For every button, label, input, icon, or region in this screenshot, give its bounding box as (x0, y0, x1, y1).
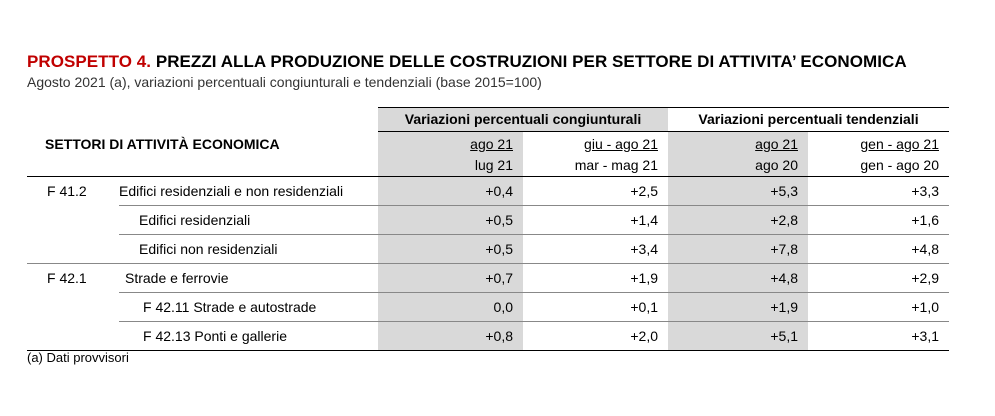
table-row (27, 293, 949, 322)
header-col3-bottom: ago 20 (755, 157, 798, 173)
table-row (27, 206, 949, 235)
cell-tend-ytd: +1,0 (911, 299, 939, 315)
cell-tend-month: +7,8 (770, 241, 798, 257)
cell-tend-month: +5,3 (770, 183, 798, 199)
cell-tend-ytd: +2,9 (911, 270, 939, 286)
table-title (27, 52, 907, 72)
cell-cong-month: +0,4 (485, 183, 513, 199)
cell-tend-ytd: +4,8 (911, 241, 939, 257)
cell-cong-month: +0,7 (485, 270, 513, 286)
row-code (27, 235, 107, 264)
cell-tend-month: +2,8 (770, 212, 798, 228)
header-row-groups (27, 107, 949, 132)
header-col1-bottom: lug 21 (474, 157, 513, 173)
header-col2 (523, 132, 668, 177)
header-col4 (808, 132, 949, 177)
header-col1-top: ago 21 (470, 136, 513, 152)
cell-cong-month: +0,8 (485, 328, 513, 344)
cell-tend-month: +5,1 (770, 328, 798, 344)
footnote: (a) Dati provvisori (27, 350, 129, 365)
row-label: Edifici residenziali e non residenziali (119, 183, 344, 199)
cell-tend-month: +4,8 (770, 270, 798, 286)
header-group-tend: Variazioni percentuali tendenziali (698, 111, 919, 127)
row-label: F 42.11 Strade e autostrade (143, 299, 317, 315)
table-number: PROSPETTO 4. (27, 52, 152, 71)
header-col4-top: gen - ago 21 (860, 136, 939, 152)
cell-cong-quarter: +2,5 (630, 183, 658, 199)
cell-cong-quarter: +3,4 (630, 241, 658, 257)
header-col1 (378, 132, 523, 177)
row-label: Edifici non residenziali (139, 241, 278, 257)
header-col3-top: ago 21 (755, 136, 798, 152)
row-code (27, 322, 107, 351)
cell-tend-ytd: +3,1 (911, 328, 939, 344)
row-label: Strade e ferrovie (125, 270, 229, 286)
table-row (27, 177, 949, 206)
cell-tend-ytd: +1,6 (911, 212, 939, 228)
cell-cong-quarter: +0,1 (630, 299, 658, 315)
cell-tend-ytd: +3,3 (911, 183, 939, 199)
cell-cong-month: +0,5 (485, 241, 513, 257)
table-title-text: PREZZI ALLA PRODUZIONE DELLE COSTRUZIONI PER SETTORE DI ATTIVITA’ ECONOMICA (151, 52, 907, 71)
data-table (27, 107, 949, 351)
row-label: Edifici residenziali (139, 212, 251, 228)
header-row-periods (27, 132, 949, 177)
cell-cong-quarter: +2,0 (630, 328, 658, 344)
cell-cong-month: 0,0 (493, 299, 513, 315)
cell-cong-quarter: +1,4 (630, 212, 658, 228)
header-col2-bottom: mar - mag 21 (574, 157, 658, 173)
row-code: F 41.2 (47, 183, 87, 199)
cell-cong-month: +0,5 (485, 212, 513, 228)
row-code (27, 206, 107, 235)
row-code: F 42.1 (47, 270, 87, 286)
header-col4-bottom: gen - ago 20 (860, 157, 939, 173)
table-body (27, 177, 949, 351)
table-row (27, 322, 949, 351)
header-group-cong: Variazioni percentuali congiunturali (404, 111, 642, 127)
cell-tend-month: +1,9 (770, 299, 798, 315)
table-row (27, 264, 949, 293)
header-col3 (668, 132, 808, 177)
table-row (27, 235, 949, 264)
row-code (27, 293, 107, 322)
row-label: F 42.13 Ponti e gallerie (143, 328, 287, 344)
header-sector: SETTORI DI ATTIVITÀ ECONOMICA (45, 136, 280, 152)
cell-cong-quarter: +1,9 (630, 270, 658, 286)
header-col2-top: giu - ago 21 (584, 136, 658, 152)
table-subtitle: Agosto 2021 (a), variazioni percentuali congiunturali e tendenziali (base 2015=100) (27, 74, 542, 90)
